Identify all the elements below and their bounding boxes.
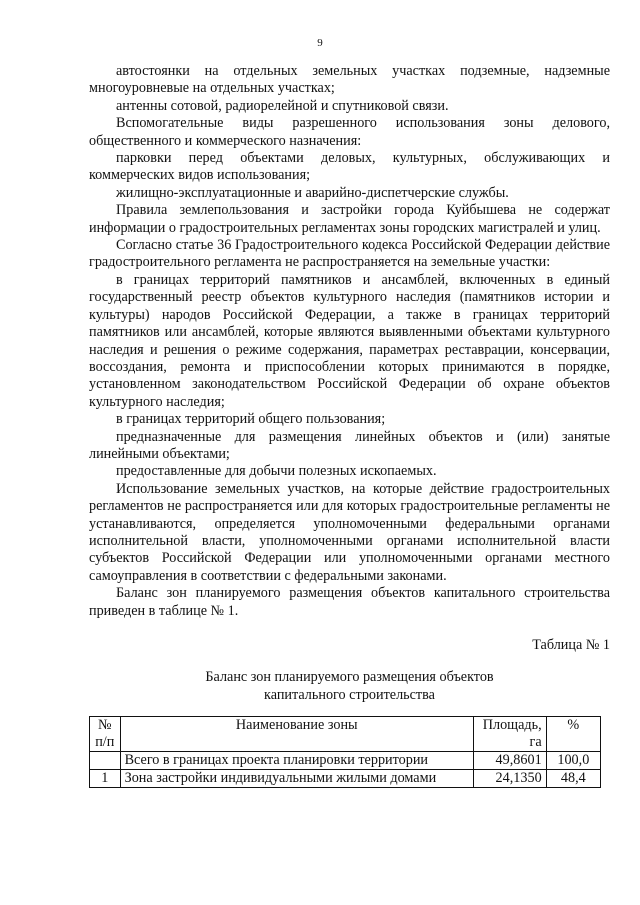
table-cell: 100,0 — [546, 752, 600, 770]
table-row — [90, 770, 601, 788]
header-cell-zone-name: Наименование зоны — [120, 717, 473, 752]
table-cell: 24,1350 — [473, 770, 546, 788]
header-cell-area: Площадь, га — [473, 717, 546, 752]
paragraph: парковки перед объектами деловых, культурных, обслуживающих и коммерческих видов использования; — [89, 150, 610, 184]
document-body — [89, 63, 610, 788]
table-caption-line: капитального строительства — [264, 686, 435, 703]
paragraph: антенны сотовой, радиорелейной и спутниковой связи. — [116, 97, 449, 114]
paragraph: в границах территорий общего пользования; — [116, 411, 386, 428]
table-cell: Зона застройки индивидуальными жилыми домами — [120, 770, 473, 788]
paragraph: Правила землепользования и застройки города Куйбышева не содержат информации о градостроительных регламентах зоны городских магистралей и улиц. — [89, 202, 610, 236]
paragraph: предоставленные для добычи полезных ископаемых. — [116, 463, 437, 480]
paragraph: Вспомогательные виды разрешенного использования зоны делового, общественного и коммерческого назначения: — [89, 115, 610, 149]
page-number: 9 — [317, 37, 323, 49]
header-cell-number: № п/п — [90, 717, 121, 752]
table-cell: 48,4 — [546, 770, 600, 788]
paragraph: Баланс зон планируемого размещения объектов капитального строительства приведен в таблице № 1. — [89, 585, 610, 619]
zone-balance-table — [89, 716, 601, 788]
table-number: Таблица № 1 — [532, 637, 610, 653]
paragraph: Согласно статье 36 Градостроительного кодекса Российской Федерации действие градостроительного регламента не распространяется на земельные участки: — [89, 237, 610, 271]
paragraph: предназначенные для размещения линейных объектов и (или) занятые линейными объектами; — [89, 428, 610, 462]
paragraph: Использование земельных участков, на которые действие градостроительных регламентов не распространяется или для которых градостроительные регламенты не устанавливаются, определяется уполномоченными федеральными органами исполнительной власти, уполномоченными органами исполнительной власти субъектов Российской Федерации или уполномоченными органами местного самоуправления в соответствии с федеральными законами. — [89, 480, 610, 584]
table-cell: 1 — [90, 770, 121, 788]
paragraph: в границах территорий памятников и ансамблей, включенных в единый государственный реестр объектов культурного наследия (памятников истории и культуры) народов Российской Федерации, а также в границах территорий памятников или ансамблей, которые являются выявленными объектами культурного наследия и решения о режиме содержания, параметрах реставрации, консервации, воссоздания, ремонта и приспособлении которых принимаются в порядке, установленном законодательством Российской Федерации об охране объектов культурного наследия; — [89, 271, 610, 410]
table-row — [90, 752, 601, 770]
paragraph: автостоянки на отдельных земельных участках подземные, надземные многоуровневые на отдельных участках; — [89, 63, 610, 97]
table-caption-line: Баланс зон планируемого размещения объектов — [205, 669, 494, 686]
table-cell: 49,8601 — [473, 752, 546, 770]
table-cell — [90, 752, 121, 770]
table-header-row — [90, 717, 601, 752]
paragraph: жилищно-эксплуатационные и аварийно-диспетчерские службы. — [116, 184, 509, 201]
table-cell: Всего в границах проекта планировки территории — [120, 752, 473, 770]
header-cell-percent: % — [546, 717, 600, 752]
table-caption — [89, 669, 610, 704]
